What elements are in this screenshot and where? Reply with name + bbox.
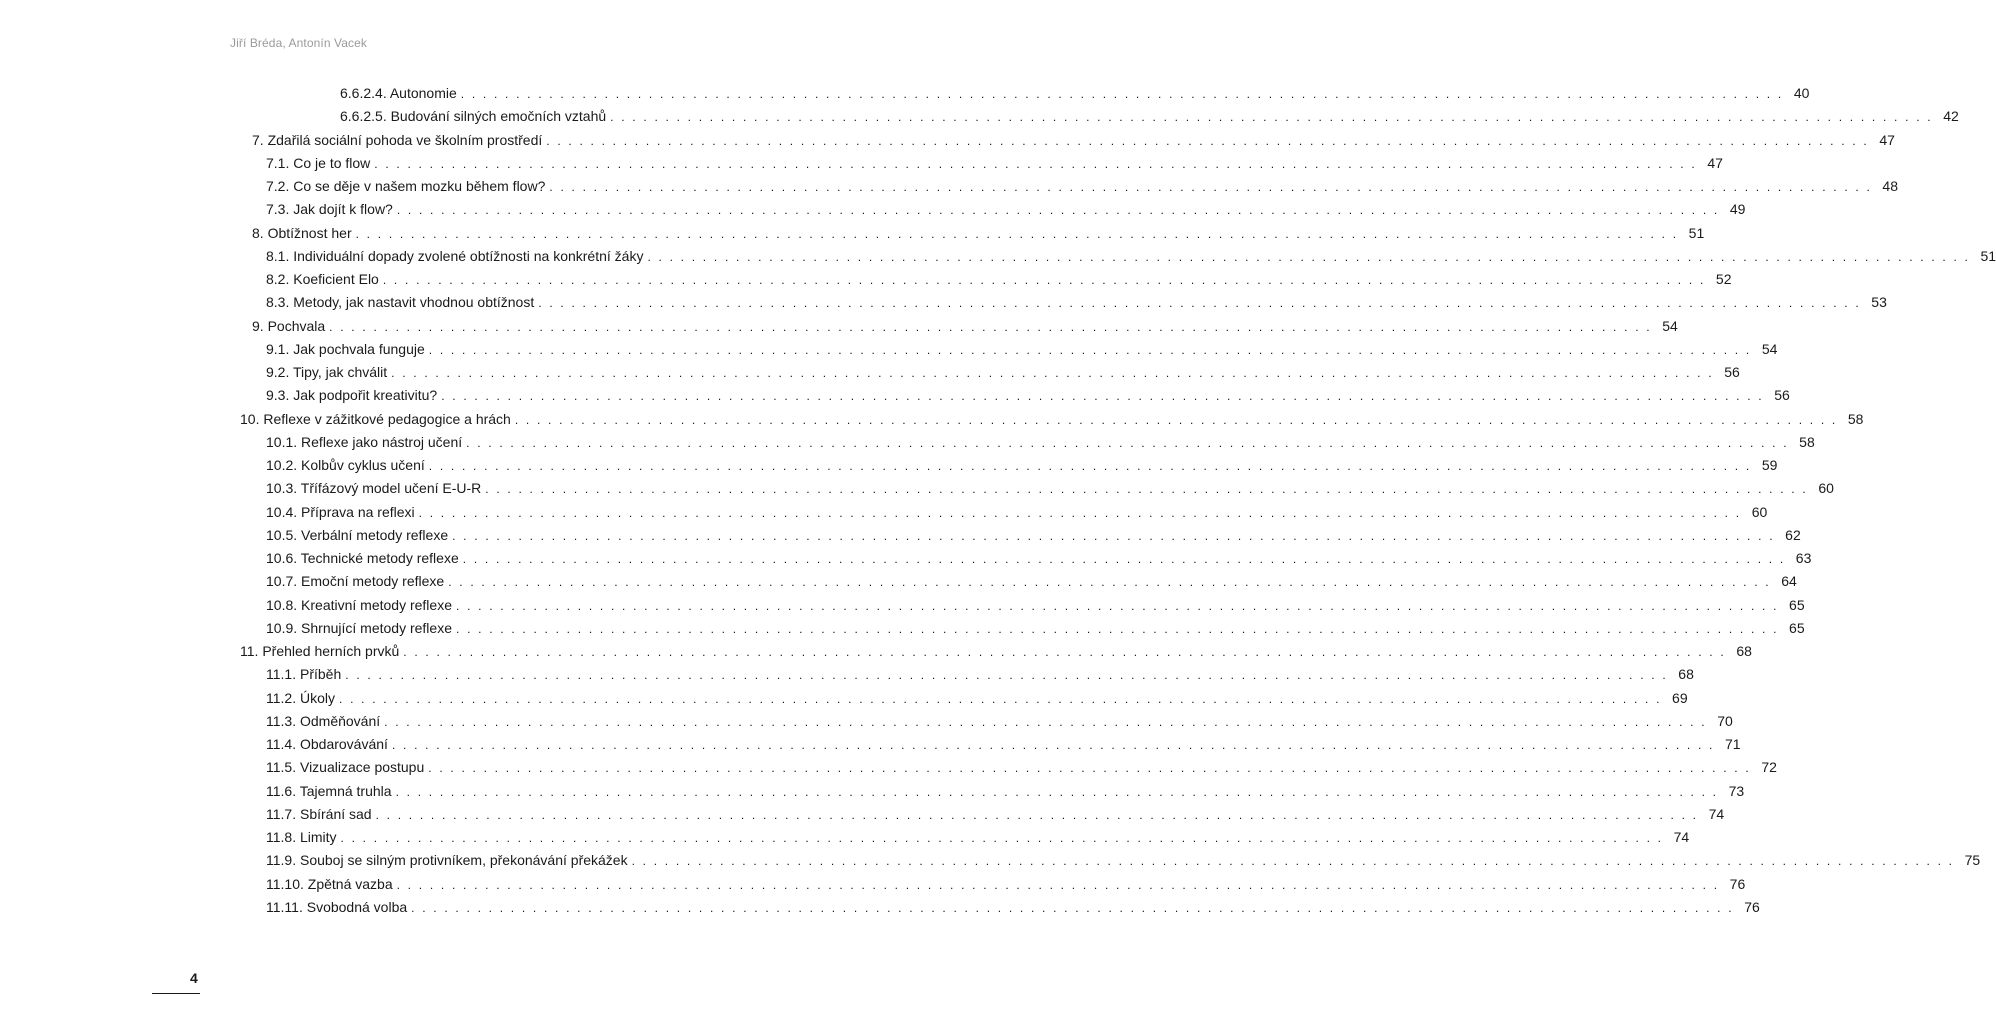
toc-entry-page: 40 <box>1793 85 1810 101</box>
toc-entry <box>266 152 1723 174</box>
toc-entry-page: 60 <box>1818 480 1834 496</box>
toc-entry-page: 56 <box>1724 364 1740 380</box>
toc-dot-leader: . . . . . . . . . . . . . . . . . . . . . . . . . . . . . . . . . . . . . . . . . . . . . . . . . . . . . . . . . . . . . . . . . . . . . . . . . . . . . . . . . . . . . . . . . . . . . . . . . . . . . . . . . . . . . . . . . . . . . . . . <box>391 738 1715 752</box>
toc-entry <box>266 291 1887 313</box>
toc-dot-leader: . . . . . . . . . . . . . . . . . . . . . . . . . . . . . . . . . . . . . . . . . . . . . . . . . . . . . . . . . . . . . . . . . . . . . . . . . . . . . . . . . . . . . . . . . . . . . . . . . . . . . . . . . . . . . . . . . . . . . . . . <box>329 320 1652 334</box>
toc-entry-page: 73 <box>1728 783 1745 799</box>
toc-entry-page: 76 <box>1729 876 1746 892</box>
toc-entry <box>266 338 1778 360</box>
toc-dot-leader: . . . . . . . . . . . . . . . . . . . . . . . . . . . . . . . . . . . . . . . . . . . . . . . . . . . . . . . . . . . . . . . . . . . . . . . . . . . . . . . . . . . . . . . . . . . . . . . . . . . . . . . . . . . . . . . . . . . . . . . . <box>375 808 1699 822</box>
toc-entry-title: 7.2. Co se děje v našem mozku během flow? <box>266 178 546 194</box>
toc-dot-leader: . . . . . . . . . . . . . . . . . . . . . . . . . . . . . . . . . . . . . . . . . . . . . . . . . . . . . . . . . . . . . . . . . . . . . . . . . . . . . . . . . . . . . . . . . . . . . . . . . . . . . . . . . . . . . . . . . . . . . . . . <box>411 901 1734 915</box>
page-number: 4 <box>190 970 198 986</box>
toc-entry-page: 68 <box>1678 666 1694 682</box>
toc-entry-title: 11.2. Úkoly <box>266 690 335 706</box>
toc-entry <box>266 570 1797 592</box>
toc-entry <box>266 501 1768 523</box>
toc-entry-page: 59 <box>1761 457 1778 473</box>
toc-entry-page: 74 <box>1708 806 1725 822</box>
toc-entry <box>266 477 1834 499</box>
toc-entry <box>266 384 1790 406</box>
toc-dot-leader: . . . . . . . . . . . . . . . . . . . . . . . . . . . . . . . . . . . . . . . . . . . . . . . . . . . . . . . . . . . . . . . . . . . . . . . . . . . . . . . . . . . . . . . . . . . . . . . . . . . . . . . . . . . . . . . . . . . . . . . . <box>538 296 1861 310</box>
toc-entry-title: 11.9. Souboj se silným protivníkem, překonávání překážek <box>266 852 628 868</box>
toc-entry <box>266 663 1694 685</box>
toc-entry <box>266 361 1740 383</box>
toc-entry-title: 8. Obtížnost her <box>252 225 352 241</box>
toc-entry-title: 10.4. Příprava na reflexi <box>266 504 415 520</box>
toc-dot-leader: . . . . . . . . . . . . . . . . . . . . . . . . . . . . . . . . . . . . . . . . . . . . . . . . . . . . . . . . . . . . . . . . . . . . . . . . . . . . . . . . . . . . . . . . . . . . . . . . . . . . . . . . . . . . . . . . . . . . . . . . <box>462 552 1786 566</box>
toc-entry <box>266 826 1690 848</box>
toc-dot-leader: . . . . . . . . . . . . . . . . . . . . . . . . . . . . . . . . . . . . . . . . . . . . . . . . . . . . . . . . . . . . . . . . . . . . . . . . . . . . . . . . . . . . . . . . . . . . . . . . . . . . . . . . . . . . . . . . . . . . . . . . <box>647 250 1971 264</box>
toc-entry-title: 11.7. Sbírání sad <box>266 806 372 822</box>
toc-dot-leader: . . . . . . . . . . . . . . . . . . . . . . . . . . . . . . . . . . . . . . . . . . . . . . . . . . . . . . . . . . . . . . . . . . . . . . . . . . . . . . . . . . . . . . . . . . . . . . . . . . . . . . . . . . . . . . . . . . . . . . . . <box>395 785 1719 799</box>
toc-entry-title: 10.9. Shrnující metody reflexe <box>266 620 452 636</box>
toc-entry-page: 42 <box>1943 108 1959 124</box>
toc-entry <box>266 733 1741 755</box>
toc-entry-page: 76 <box>1744 899 1760 915</box>
toc-entry <box>340 82 1810 104</box>
toc-entry <box>266 803 1725 825</box>
toc-entry-title: 7.1. Co je to flow <box>266 155 371 171</box>
toc-entry <box>266 617 1805 639</box>
toc-dot-leader: . . . . . . . . . . . . . . . . . . . . . . . . . . . . . . . . . . . . . . . . . . . . . . . . . . . . . . . . . . . . . . . . . . . . . . . . . . . . . . . . . . . . . . . . . . . . . . . . . . . . . . . . . . . . . . . . . . . . . . . . <box>340 831 1664 845</box>
toc-entry-page: 56 <box>1774 387 1790 403</box>
toc-dot-leader: . . . . . . . . . . . . . . . . . . . . . . . . . . . . . . . . . . . . . . . . . . . . . . . . . . . . . . . . . . . . . . . . . . . . . . . . . . . . . . . . . . . . . . . . . . . . . . . . . . . . . . . . . . . . . . . . . . . . . . . . <box>452 529 1775 543</box>
toc-entry <box>266 198 1746 220</box>
toc-entry-title: 10.1. Reflexe jako nástroj učení <box>266 434 463 450</box>
toc-dot-leader: . . . . . . . . . . . . . . . . . . . . . . . . . . . . . . . . . . . . . . . . . . . . . . . . . . . . . . . . . . . . . . . . . . . . . . . . . . . . . . . . . . . . . . . . . . . . . . . . . . . . . . . . . . . . . . . . . . . . . . . . <box>441 389 1764 403</box>
toc-entry-title: 9. Pochvala <box>252 318 326 334</box>
toc-entry-title: 11.11. Svobodná volba <box>266 899 408 915</box>
toc-dot-leader: . . . . . . . . . . . . . . . . . . . . . . . . . . . . . . . . . . . . . . . . . . . . . . . . . . . . . . . . . . . . . . . . . . . . . . . . . . . . . . . . . . . . . . . . . . . . . . . . . . . . . . . . . . . . . . . . . . . . . . . . <box>448 575 1771 589</box>
toc-dot-leader: . . . . . . . . . . . . . . . . . . . . . . . . . . . . . . . . . . . . . . . . . . . . . . . . . . . . . . . . . . . . . . . . . . . . . . . . . . . . . . . . . . . . . . . . . . . . . . . . . . . . . . . . . . . . . . . . . . . . . . . . <box>546 134 1869 148</box>
toc-entry-title: 11. Přehled herních prvků <box>240 643 400 659</box>
toc-dot-leader: . . . . . . . . . . . . . . . . . . . . . . . . . . . . . . . . . . . . . . . . . . . . . . . . . . . . . . . . . . . . . . . . . . . . . . . . . . . . . . . . . . . . . . . . . . . . . . . . . . . . . . . . . . . . . . . . . . . . . . . . <box>384 715 1707 729</box>
toc-entry-title: 11.5. Vizualizace postupu <box>266 759 425 775</box>
toc-entry <box>266 873 1746 895</box>
toc-dot-leader: . . . . . . . . . . . . . . . . . . . . . . . . . . . . . . . . . . . . . . . . . . . . . . . . . . . . . . . . . . . . . . . . . . . . . . . . . . . . . . . . . . . . . . . . . . . . . . . . . . . . . . . . . . . . . . . . . . . . . . . . <box>549 180 1872 194</box>
toc-entry-page: 75 <box>1964 852 1981 868</box>
toc-entry <box>266 849 1981 871</box>
toc-dot-leader: . . . . . . . . . . . . . . . . . . . . . . . . . . . . . . . . . . . . . . . . . . . . . . . . . . . . . . . . . . . . . . . . . . . . . . . . . . . . . . . . . . . . . . . . . . . . . . . . . . . . . . . . . . . . . . . . . . . . . . . . <box>428 761 1751 775</box>
toc-dot-leader: . . . . . . . . . . . . . . . . . . . . . . . . . . . . . . . . . . . . . . . . . . . . . . . . . . . . . . . . . . . . . . . . . . . . . . . . . . . . . . . . . . . . . . . . . . . . . . . . . . . . . . . . . . . . . . . . . . . . . . . . <box>631 854 1955 868</box>
toc-dot-leader: . . . . . . . . . . . . . . . . . . . . . . . . . . . . . . . . . . . . . . . . . . . . . . . . . . . . . . . . . . . . . . . . . . . . . . . . . . . . . . . . . . . . . . . . . . . . . . . . . . . . . . . . . . . . . . . . . . . . . . . . <box>610 110 1933 124</box>
toc-entry <box>252 222 1705 244</box>
toc-entry-title: 11.4. Obdarovávání <box>266 736 388 752</box>
toc-dot-leader: . . . . . . . . . . . . . . . . . . . . . . . . . . . . . . . . . . . . . . . . . . . . . . . . . . . . . . . . . . . . . . . . . . . . . . . . . . . . . . . . . . . . . . . . . . . . . . . . . . . . . . . . . . . . . . . . . . . . . . . . <box>339 692 1662 706</box>
toc-entry-page: 60 <box>1751 504 1768 520</box>
toc-entry-page: 47 <box>1707 155 1723 171</box>
toc-entry-title: 11.8. Limity <box>266 829 337 845</box>
toc-entry-page: 74 <box>1673 829 1690 845</box>
toc-entry <box>266 896 1760 918</box>
toc-entry <box>266 245 1996 267</box>
toc-dot-leader: . . . . . . . . . . . . . . . . . . . . . . . . . . . . . . . . . . . . . . . . . . . . . . . . . . . . . . . . . . . . . . . . . . . . . . . . . . . . . . . . . . . . . . . . . . . . . . . . . . . . . . . . . . . . . . . . . . . . . . . . <box>466 436 1789 450</box>
toc-entry-title: 10.2. Kolbův cyklus učení <box>266 457 425 473</box>
toc-entry <box>266 594 1805 616</box>
toc-entry-title: 8.3. Metody, jak nastavit vhodnou obtížnost <box>266 294 535 310</box>
toc-entry-page: 58 <box>1847 411 1864 427</box>
toc-entry-title: 6.6.2.4. Autonomie <box>340 85 457 101</box>
toc-entry-title: 10.7. Emoční metody reflexe <box>266 573 445 589</box>
toc-entry-page: 53 <box>1871 294 1887 310</box>
toc-dot-leader: . . . . . . . . . . . . . . . . . . . . . . . . . . . . . . . . . . . . . . . . . . . . . . . . . . . . . . . . . . . . . . . . . . . . . . . . . . . . . . . . . . . . . . . . . . . . . . . . . . . . . . . . . . . . . . . . . . . . . . . . <box>428 459 1752 473</box>
toc-entry-page: 49 <box>1729 201 1746 217</box>
toc-entry-title: 11.6. Tajemná truhla <box>266 783 392 799</box>
toc-entry-title: 10.8. Kreativní metody reflexe <box>266 597 452 613</box>
toc-entry-title: 9.2. Tipy, jak chválit <box>266 364 388 380</box>
toc-entry-title: 10.3. Třífázový model učení E-U-R <box>266 480 482 496</box>
toc-entry <box>266 454 1778 476</box>
toc-entry <box>266 687 1688 709</box>
toc-dot-leader: . . . . . . . . . . . . . . . . . . . . . . . . . . . . . . . . . . . . . . . . . . . . . . . . . . . . . . . . . . . . . . . . . . . . . . . . . . . . . . . . . . . . . . . . . . . . . . . . . . . . . . . . . . . . . . . . . . . . . . . . <box>428 343 1752 357</box>
toc-entry-title: 8.1. Individuální dopady zvolené obtížnosti na konkrétní žáky <box>266 248 644 264</box>
page-number-rule <box>152 993 200 994</box>
running-head: Jiří Bréda, Antonín Vacek <box>230 36 368 50</box>
toc-entry-title: 9.3. Jak podpořit kreativitu? <box>266 387 438 403</box>
toc-entry-title: 7.3. Jak dojít k flow? <box>266 201 393 217</box>
toc-entry <box>252 315 1678 337</box>
toc-entry-title: 8.2. Koeficient Elo <box>266 271 379 287</box>
toc-entry-title: 10. Reflexe v zážitkové pedagogice a hrách <box>240 411 511 427</box>
toc-entry <box>266 524 1801 546</box>
toc-entry-title: 7. Zdařilá sociální pohoda ve školním prostředí <box>252 132 543 148</box>
toc-entry-page: 70 <box>1717 713 1733 729</box>
toc-entry <box>266 431 1815 453</box>
toc-entry-page: 54 <box>1761 341 1778 357</box>
toc-entry <box>240 640 1752 662</box>
toc-entry <box>340 105 1959 127</box>
toc-entry-page: 69 <box>1672 690 1688 706</box>
toc-dot-leader: . . . . . . . . . . . . . . . . . . . . . . . . . . . . . . . . . . . . . . . . . . . . . . . . . . . . . . . . . . . . . . . . . . . . . . . . . . . . . . . . . . . . . . . . . . . . . . . . . . . . . . . . . . . . . . . . . . . . . . . . <box>403 645 1726 659</box>
toc-entry <box>266 780 1745 802</box>
toc-entry-title: 10.6. Technické metody reflexe <box>266 550 459 566</box>
toc-dot-leader: . . . . . . . . . . . . . . . . . . . . . . . . . . . . . . . . . . . . . . . . . . . . . . . . . . . . . . . . . . . . . . . . . . . . . . . . . . . . . . . . . . . . . . . . . . . . . . . . . . . . . . . . . . . . . . . . . . . . . . . . <box>391 366 1714 380</box>
toc-dot-leader: . . . . . . . . . . . . . . . . . . . . . . . . . . . . . . . . . . . . . . . . . . . . . . . . . . . . . . . . . . . . . . . . . . . . . . . . . . . . . . . . . . . . . . . . . . . . . . . . . . . . . . . . . . . . . . . . . . . . . . . . <box>382 273 1706 287</box>
toc-entry-page: 63 <box>1795 550 1812 566</box>
toc-entry-page: 51 <box>1688 225 1705 241</box>
toc-entry-page: 51 <box>1980 248 1996 264</box>
toc-entry <box>266 268 1732 290</box>
toc-entry-page: 72 <box>1761 759 1777 775</box>
toc-entry-page: 65 <box>1789 620 1805 636</box>
toc-entry-page: 65 <box>1789 597 1805 613</box>
toc-dot-leader: . . . . . . . . . . . . . . . . . . . . . . . . . . . . . . . . . . . . . . . . . . . . . . . . . . . . . . . . . . . . . . . . . . . . . . . . . . . . . . . . . . . . . . . . . . . . . . . . . . . . . . . . . . . . . . . . . . . . . . . . <box>396 203 1720 217</box>
toc-entry-page: 58 <box>1799 434 1815 450</box>
toc-entry-page: 68 <box>1736 643 1752 659</box>
toc-entry <box>266 756 1777 778</box>
toc-entry-page: 52 <box>1715 271 1732 287</box>
toc-entry <box>266 710 1733 732</box>
toc-dot-leader: . . . . . . . . . . . . . . . . . . . . . . . . . . . . . . . . . . . . . . . . . . . . . . . . . . . . . . . . . . . . . . . . . . . . . . . . . . . . . . . . . . . . . . . . . . . . . . . . . . . . . . . . . . . . . . . . . . . . . . . . <box>374 157 1697 171</box>
toc-entry-page: 62 <box>1785 527 1801 543</box>
toc-dot-leader: . . . . . . . . . . . . . . . . . . . . . . . . . . . . . . . . . . . . . . . . . . . . . . . . . . . . . . . . . . . . . . . . . . . . . . . . . . . . . . . . . . . . . . . . . . . . . . . . . . . . . . . . . . . . . . . . . . . . . . . . <box>456 622 1779 636</box>
toc-entry <box>252 129 1895 151</box>
toc-entry-page: 47 <box>1879 132 1895 148</box>
toc-dot-leader: . . . . . . . . . . . . . . . . . . . . . . . . . . . . . . . . . . . . . . . . . . . . . . . . . . . . . . . . . . . . . . . . . . . . . . . . . . . . . . . . . . . . . . . . . . . . . . . . . . . . . . . . . . . . . . . . . . . . . . . . <box>396 878 1720 892</box>
toc-dot-leader: . . . . . . . . . . . . . . . . . . . . . . . . . . . . . . . . . . . . . . . . . . . . . . . . . . . . . . . . . . . . . . . . . . . . . . . . . . . . . . . . . . . . . . . . . . . . . . . . . . . . . . . . . . . . . . . . . . . . . . . . <box>514 413 1838 427</box>
toc-dot-leader: . . . . . . . . . . . . . . . . . . . . . . . . . . . . . . . . . . . . . . . . . . . . . . . . . . . . . . . . . . . . . . . . . . . . . . . . . . . . . . . . . . . . . . . . . . . . . . . . . . . . . . . . . . . . . . . . . . . . . . . . <box>460 87 1784 101</box>
toc-entry <box>266 175 1898 197</box>
toc-dot-leader: . . . . . . . . . . . . . . . . . . . . . . . . . . . . . . . . . . . . . . . . . . . . . . . . . . . . . . . . . . . . . . . . . . . . . . . . . . . . . . . . . . . . . . . . . . . . . . . . . . . . . . . . . . . . . . . . . . . . . . . . <box>345 668 1668 682</box>
toc-entry-title: 11.1. Příběh <box>266 666 342 682</box>
toc-entry-title: 6.6.2.5. Budování silných emočních vztahů <box>340 108 607 124</box>
toc-entry-page: 71 <box>1724 736 1741 752</box>
toc-dot-leader: . . . . . . . . . . . . . . . . . . . . . . . . . . . . . . . . . . . . . . . . . . . . . . . . . . . . . . . . . . . . . . . . . . . . . . . . . . . . . . . . . . . . . . . . . . . . . . . . . . . . . . . . . . . . . . . . . . . . . . . . <box>355 227 1679 241</box>
toc-entry-title: 10.5. Verbální metody reflexe <box>266 527 449 543</box>
toc-dot-leader: . . . . . . . . . . . . . . . . . . . . . . . . . . . . . . . . . . . . . . . . . . . . . . . . . . . . . . . . . . . . . . . . . . . . . . . . . . . . . . . . . . . . . . . . . . . . . . . . . . . . . . . . . . . . . . . . . . . . . . . . <box>485 482 1808 496</box>
toc-entry-page: 48 <box>1882 178 1898 194</box>
toc-entry <box>240 408 1864 430</box>
toc-entry-title: 9.1. Jak pochvala funguje <box>266 341 425 357</box>
toc-dot-leader: . . . . . . . . . . . . . . . . . . . . . . . . . . . . . . . . . . . . . . . . . . . . . . . . . . . . . . . . . . . . . . . . . . . . . . . . . . . . . . . . . . . . . . . . . . . . . . . . . . . . . . . . . . . . . . . . . . . . . . . . <box>456 599 1779 613</box>
toc-entry-page: 54 <box>1662 318 1678 334</box>
toc-entry-title: 11.3. Odměňování <box>266 713 381 729</box>
toc-dot-leader: . . . . . . . . . . . . . . . . . . . . . . . . . . . . . . . . . . . . . . . . . . . . . . . . . . . . . . . . . . . . . . . . . . . . . . . . . . . . . . . . . . . . . . . . . . . . . . . . . . . . . . . . . . . . . . . . . . . . . . . . <box>418 506 1742 520</box>
toc-entry <box>266 547 1812 569</box>
toc-entry-title: 11.10. Zpětná vazba <box>266 876 393 892</box>
toc-entry-page: 64 <box>1781 573 1797 589</box>
